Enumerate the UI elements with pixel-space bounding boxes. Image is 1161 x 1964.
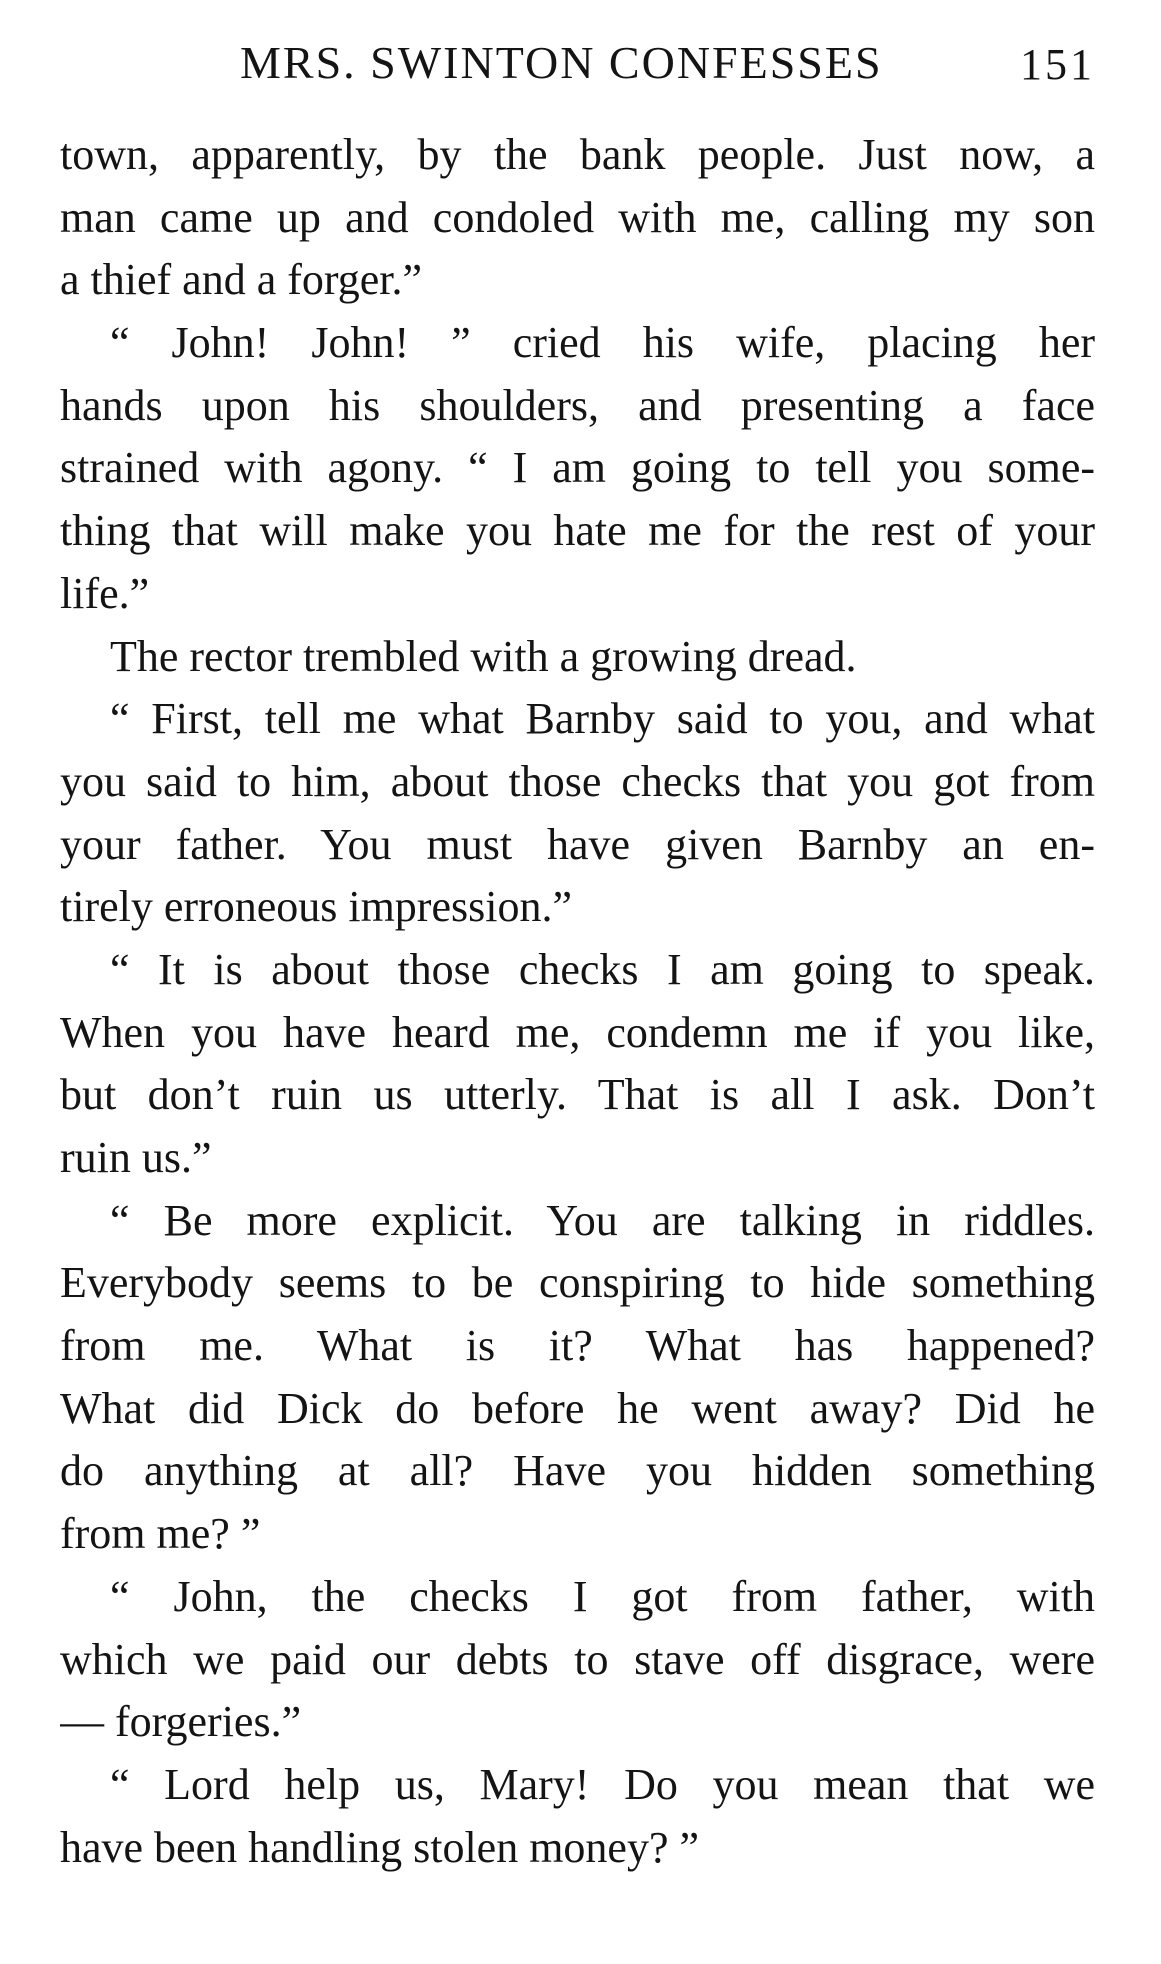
text-line: from me? ” bbox=[60, 1509, 261, 1559]
text-line: “ John, the checks I got from father, with bbox=[110, 1571, 1095, 1621]
text-line: “ Lord help us, Mary! Do you mean that we bbox=[110, 1759, 1095, 1809]
text-line: man came up and condoled with me, calling my son bbox=[60, 192, 1095, 242]
text-line: you said to him, about those checks that you got from bbox=[60, 756, 1095, 806]
text-line: tirely erroneous impression.” bbox=[60, 882, 572, 932]
text-line: a thief and a forger.” bbox=[60, 255, 423, 305]
text-line: town, apparently, by the bank people. Just now, a bbox=[60, 130, 1095, 179]
text-line: strained with agony. “ I am going to tell you some- bbox=[60, 443, 1095, 493]
text-line: Everybody seems to be conspiring to hide something bbox=[60, 1258, 1095, 1308]
text-line: What did Dick do before he went away? Did he bbox=[60, 1383, 1095, 1433]
text-line: “ John! John! ” cried his wife, placing her bbox=[110, 318, 1095, 368]
text-line: — forgeries.” bbox=[60, 1697, 302, 1747]
body-text bbox=[60, 124, 1095, 1879]
text-line: but don’t ruin us utterly. That is all I ask. Don’t bbox=[60, 1070, 1095, 1120]
text-line: hands upon his shoulders, and presenting a face bbox=[60, 380, 1095, 430]
page-number: 151 bbox=[1020, 40, 1095, 89]
running-title: MRS. SWINTON CONFESSES bbox=[240, 37, 883, 88]
text-line: “ First, tell me what Barnby said to you, and what bbox=[110, 694, 1095, 744]
text-line: life.” bbox=[60, 568, 150, 618]
running-head bbox=[60, 28, 1095, 98]
text-line: ruin us.” bbox=[60, 1133, 212, 1182]
text-line: your father. You must have given Barnby an en- bbox=[60, 819, 1095, 869]
text-line: thing that will make you hate me for the rest of your bbox=[60, 506, 1095, 556]
text-line: “ Be more explicit. You are talking in riddles. bbox=[110, 1195, 1095, 1245]
text-line: The rector trembled with a growing dread. bbox=[110, 631, 857, 681]
text-line: have been handling stolen money? ” bbox=[60, 1822, 700, 1872]
text-line: When you have heard me, condemn me if you like, bbox=[60, 1007, 1095, 1057]
text-line: which we paid our debts to stave off disgrace, were bbox=[60, 1634, 1095, 1684]
text-line: from me. What is it? What has happened? bbox=[60, 1321, 1095, 1371]
text-line: “ It is about those checks I am going to speak. bbox=[110, 944, 1095, 994]
text-line: do anything at all? Have you hidden something bbox=[60, 1446, 1095, 1496]
